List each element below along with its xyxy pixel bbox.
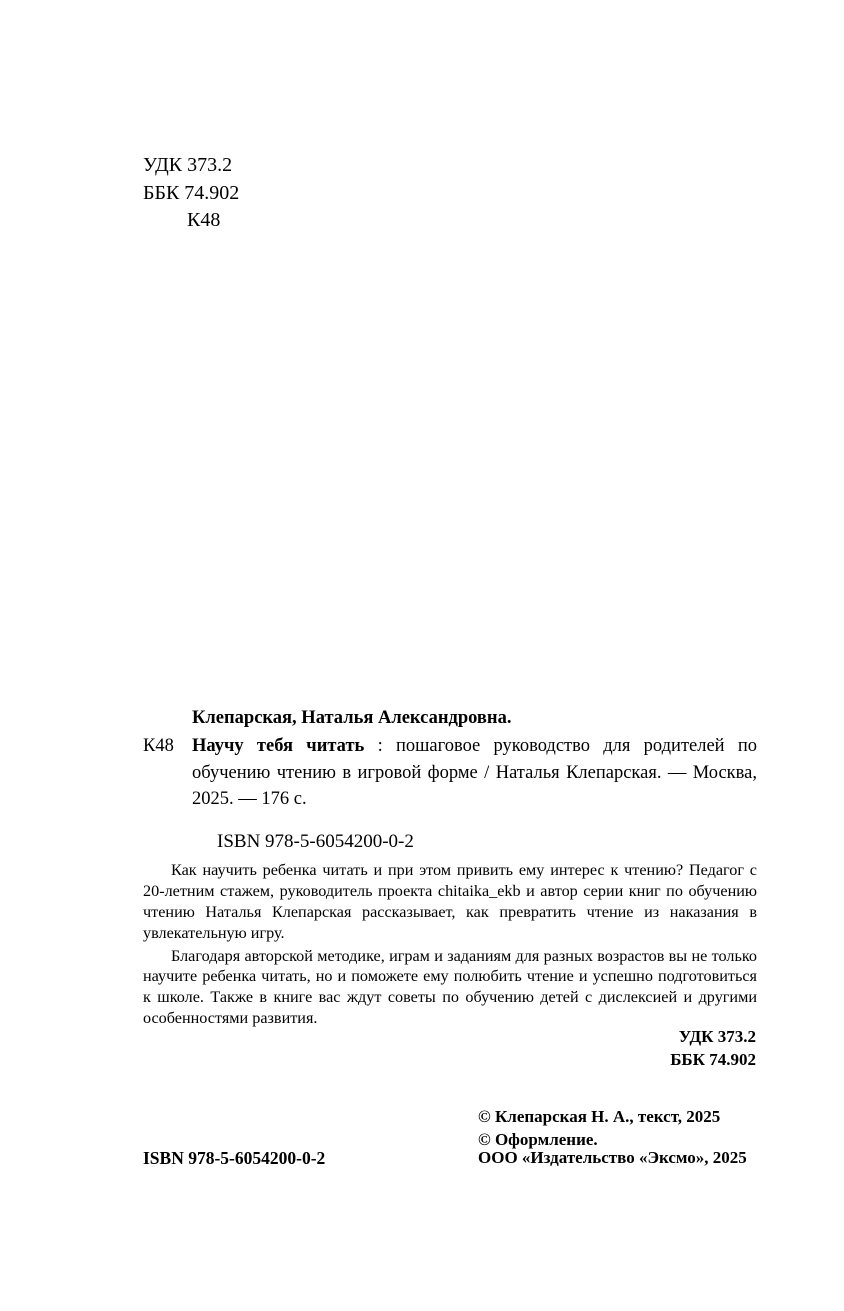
classification-repeat [670, 1026, 756, 1071]
copyright-author: © Клепарская Н. А., текст, 2025 [478, 1107, 721, 1126]
record-title: Научу тебя читать [192, 736, 365, 757]
record-code: К48 [143, 736, 174, 757]
annotation-paragraph-2: Благодаря авторской методике, играм и заданиям для разных возрастов вы не только научите ребенка читать, но и поможете ему полюбить чтение и успешно подготовиться к школе. Также в книге вас ждут советы по обучению детей с дислексией и другими особенностями развития. [143, 946, 757, 1028]
copyright-design: © Оформление. [478, 1130, 598, 1150]
classification-block [143, 152, 403, 235]
bbk-code: ББК 74.902 [143, 181, 240, 204]
record-author: Клепарская, Наталья Александровна. [192, 708, 512, 728]
isbn-main: ISBN 978-5-6054200-0-2 [217, 831, 414, 853]
copyright-block [478, 1105, 720, 1152]
isbn-footer: ISBN 978-5-6054200-0-2 [143, 1148, 326, 1168]
annotation [143, 860, 757, 1031]
bbk-code-repeat: ББК 74.902 [670, 1049, 756, 1069]
annotation-paragraph-1: Как научить ребенка читать и при этом привить ему интерес к чтению? Педагог с 20-летним стажем, руководитель проекта chitaika_ekb и автор серии книг по обучению чтению Наталья Клепарская рассказывает, как превратить чтение из наказания в увлекательную игру. [143, 861, 757, 942]
publisher-footer: ООО «Издательство «Эксмо», 2025 [478, 1148, 747, 1167]
record-description [192, 733, 757, 812]
record-imprint: : пошаговое руководство для родителей по обучению чтению в игровой форме / Наталья Клепарская. — Москва, 2025. — 176 с. [192, 736, 757, 809]
udk-code: УДК 373.2 [143, 154, 233, 176]
udk-code-repeat: УДК 373.2 [678, 1027, 756, 1046]
bibliographic-record [143, 705, 757, 853]
book-code: К48 [187, 209, 221, 232]
record-body [143, 733, 757, 812]
